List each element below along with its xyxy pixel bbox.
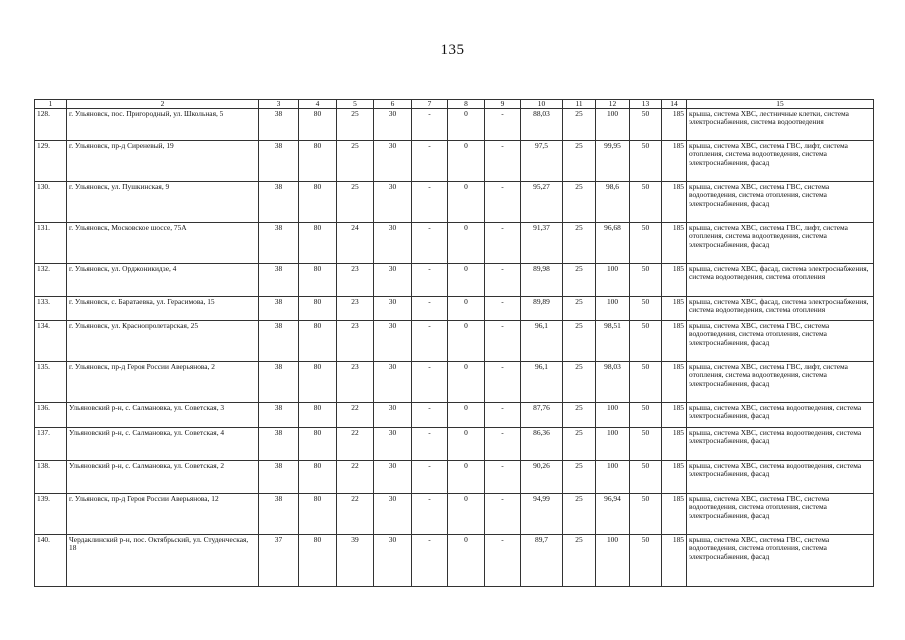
value-cell: 22 xyxy=(337,428,374,461)
value-cell: 38 xyxy=(259,362,299,403)
value-cell: 30 xyxy=(374,403,412,428)
value-cell: 30 xyxy=(374,141,412,182)
value-cell: 80 xyxy=(299,461,337,494)
value-cell: 50 xyxy=(630,428,662,461)
value-cell: 30 xyxy=(374,297,412,321)
value-cell: 100 xyxy=(596,109,630,141)
column-number: 15 xyxy=(687,100,874,109)
value-cell: 96,94 xyxy=(596,494,630,535)
value-cell: - xyxy=(412,109,448,141)
row-number: 130. xyxy=(35,182,67,223)
value-cell: 95,27 xyxy=(521,182,563,223)
value-cell: 25 xyxy=(563,297,596,321)
value-cell: - xyxy=(412,535,448,587)
value-cell: 185 xyxy=(662,182,687,223)
value-cell: 98,6 xyxy=(596,182,630,223)
value-cell: 50 xyxy=(630,494,662,535)
value-cell: - xyxy=(485,535,521,587)
address-cell: г. Ульяновск, пр-д Героя России Аверьянова, 12 xyxy=(67,494,259,535)
value-cell: 38 xyxy=(259,182,299,223)
works-cell: крыша, система ХВС, фасад, система электроснабжения, система водоотведения, система отопления xyxy=(687,297,874,321)
row-number: 138. xyxy=(35,461,67,494)
value-cell: 89,89 xyxy=(521,297,563,321)
value-cell: - xyxy=(412,362,448,403)
value-cell: 25 xyxy=(563,535,596,587)
table-row xyxy=(35,182,874,223)
value-cell: 30 xyxy=(374,461,412,494)
value-cell: 0 xyxy=(448,141,485,182)
value-cell: 50 xyxy=(630,109,662,141)
value-cell: 25 xyxy=(563,223,596,264)
value-cell: 100 xyxy=(596,264,630,297)
value-cell: 50 xyxy=(630,264,662,297)
value-cell: 80 xyxy=(299,535,337,587)
value-cell: 98,03 xyxy=(596,362,630,403)
value-cell: 50 xyxy=(630,362,662,403)
value-cell: 22 xyxy=(337,403,374,428)
value-cell: 30 xyxy=(374,223,412,264)
value-cell: 98,51 xyxy=(596,321,630,362)
value-cell: 50 xyxy=(630,461,662,494)
value-cell: 100 xyxy=(596,461,630,494)
value-cell: 30 xyxy=(374,109,412,141)
value-cell: 88,03 xyxy=(521,109,563,141)
value-cell: 30 xyxy=(374,494,412,535)
row-number: 137. xyxy=(35,428,67,461)
value-cell: - xyxy=(485,362,521,403)
value-cell: 38 xyxy=(259,141,299,182)
table-row xyxy=(35,141,874,182)
value-cell: 30 xyxy=(374,535,412,587)
value-cell: 100 xyxy=(596,403,630,428)
value-cell: 50 xyxy=(630,535,662,587)
works-cell: крыша, система ХВС, фасад, система электроснабжения, система водоотведения, система отопления xyxy=(687,264,874,297)
value-cell: - xyxy=(485,141,521,182)
value-cell: 25 xyxy=(563,182,596,223)
value-cell: 80 xyxy=(299,297,337,321)
table-row xyxy=(35,403,874,428)
value-cell: 0 xyxy=(448,182,485,223)
value-cell: 22 xyxy=(337,461,374,494)
row-number: 128. xyxy=(35,109,67,141)
table-row xyxy=(35,223,874,264)
value-cell: 38 xyxy=(259,223,299,264)
value-cell: 25 xyxy=(337,141,374,182)
value-cell: - xyxy=(485,297,521,321)
value-cell: 38 xyxy=(259,297,299,321)
value-cell: 37 xyxy=(259,535,299,587)
value-cell: 185 xyxy=(662,109,687,141)
value-cell: 22 xyxy=(337,494,374,535)
value-cell: 25 xyxy=(563,428,596,461)
table-row xyxy=(35,297,874,321)
value-cell: - xyxy=(485,494,521,535)
table-row xyxy=(35,109,874,141)
address-cell: г. Ульяновск, ул. Пушкинская, 9 xyxy=(67,182,259,223)
value-cell: 90,26 xyxy=(521,461,563,494)
value-cell: 87,76 xyxy=(521,403,563,428)
value-cell: - xyxy=(412,494,448,535)
works-cell: крыша, система ХВС, система водоотведения, система электроснабжения, фасад xyxy=(687,428,874,461)
value-cell: 25 xyxy=(563,321,596,362)
value-cell: 100 xyxy=(596,428,630,461)
value-cell: 50 xyxy=(630,141,662,182)
value-cell: 23 xyxy=(337,297,374,321)
value-cell: 89,98 xyxy=(521,264,563,297)
value-cell: 25 xyxy=(563,264,596,297)
value-cell: 0 xyxy=(448,297,485,321)
value-cell: - xyxy=(485,264,521,297)
column-number: 9 xyxy=(485,100,521,109)
value-cell: 38 xyxy=(259,428,299,461)
value-cell: 80 xyxy=(299,141,337,182)
value-cell: 91,37 xyxy=(521,223,563,264)
value-cell: 0 xyxy=(448,428,485,461)
value-cell: 38 xyxy=(259,461,299,494)
value-cell: 38 xyxy=(259,321,299,362)
value-cell: 0 xyxy=(448,321,485,362)
table-row xyxy=(35,321,874,362)
value-cell: 39 xyxy=(337,535,374,587)
value-cell: - xyxy=(485,223,521,264)
table-row xyxy=(35,264,874,297)
value-cell: 97,5 xyxy=(521,141,563,182)
value-cell: 25 xyxy=(563,362,596,403)
column-number: 3 xyxy=(259,100,299,109)
row-number: 135. xyxy=(35,362,67,403)
address-cell: г. Ульяновск, ул. Орджоникидзе, 4 xyxy=(67,264,259,297)
value-cell: 185 xyxy=(662,141,687,182)
value-cell: 50 xyxy=(630,182,662,223)
value-cell: - xyxy=(485,428,521,461)
page-number: 135 xyxy=(440,42,465,58)
value-cell: 86,36 xyxy=(521,428,563,461)
value-cell: - xyxy=(412,182,448,223)
table-row xyxy=(35,461,874,494)
value-cell: 24 xyxy=(337,223,374,264)
row-number: 134. xyxy=(35,321,67,362)
value-cell: 25 xyxy=(563,141,596,182)
table-row xyxy=(35,535,874,587)
value-cell: 23 xyxy=(337,362,374,403)
table-body xyxy=(35,100,874,587)
value-cell: 100 xyxy=(596,297,630,321)
value-cell: 96,1 xyxy=(521,362,563,403)
table-row xyxy=(35,428,874,461)
value-cell: 80 xyxy=(299,321,337,362)
value-cell: 0 xyxy=(448,264,485,297)
value-cell: 30 xyxy=(374,264,412,297)
column-number: 5 xyxy=(337,100,374,109)
value-cell: - xyxy=(485,403,521,428)
column-number: 7 xyxy=(412,100,448,109)
value-cell: 80 xyxy=(299,428,337,461)
address-cell: Ульяновский р-н, с. Салмановка, ул. Советская, 2 xyxy=(67,461,259,494)
value-cell: 89,7 xyxy=(521,535,563,587)
value-cell: 100 xyxy=(596,535,630,587)
value-cell: 0 xyxy=(448,223,485,264)
value-cell: 80 xyxy=(299,494,337,535)
value-cell: - xyxy=(485,109,521,141)
value-cell: 30 xyxy=(374,428,412,461)
value-cell: 80 xyxy=(299,182,337,223)
works-cell: крыша, система ХВС, система ГВС, лифт, система отопления, система водоотведения, система электроснабжения, фасад xyxy=(687,223,874,264)
table-row xyxy=(35,362,874,403)
housing-repair-table xyxy=(34,99,874,587)
value-cell: - xyxy=(412,461,448,494)
row-number: 132. xyxy=(35,264,67,297)
value-cell: 0 xyxy=(448,109,485,141)
column-number: 2 xyxy=(67,100,259,109)
value-cell: 25 xyxy=(563,494,596,535)
column-number: 10 xyxy=(521,100,563,109)
value-cell: - xyxy=(412,403,448,428)
column-number: 14 xyxy=(662,100,687,109)
value-cell: - xyxy=(412,321,448,362)
column-number: 4 xyxy=(299,100,337,109)
address-cell: Ульяновский р-н, с. Салмановка, ул. Советская, 4 xyxy=(67,428,259,461)
value-cell: 80 xyxy=(299,109,337,141)
value-cell: 185 xyxy=(662,403,687,428)
address-cell: г. Ульяновск, ул. Краснопролетарская, 25 xyxy=(67,321,259,362)
value-cell: 38 xyxy=(259,494,299,535)
column-number: 6 xyxy=(374,100,412,109)
value-cell: 25 xyxy=(337,182,374,223)
works-cell: крыша, система ХВС, система водоотведения, система электроснабжения, фасад xyxy=(687,461,874,494)
value-cell: 23 xyxy=(337,264,374,297)
value-cell: 185 xyxy=(662,428,687,461)
works-cell: крыша, система ХВС, система ГВС, система водоотведения, система отопления, система электроснабжения, фасад xyxy=(687,182,874,223)
value-cell: - xyxy=(412,428,448,461)
works-cell: крыша, система ХВС, лестничные клетки, система электроснабжения, система водоотведения xyxy=(687,109,874,141)
value-cell: 80 xyxy=(299,223,337,264)
column-number: 12 xyxy=(596,100,630,109)
address-cell: Ульяновский р-н, с. Салмановка, ул. Советская, 3 xyxy=(67,403,259,428)
value-cell: 50 xyxy=(630,223,662,264)
value-cell: 185 xyxy=(662,321,687,362)
value-cell: - xyxy=(412,264,448,297)
column-number: 13 xyxy=(630,100,662,109)
value-cell: 23 xyxy=(337,321,374,362)
value-cell: 80 xyxy=(299,403,337,428)
works-cell: крыша, система ХВС, система ГВС, система водоотведения, система отопления, система электроснабжения, фасад xyxy=(687,494,874,535)
works-cell: крыша, система ХВС, система ГВС, лифт, система отопления, система водоотведения, система электроснабжения, фасад xyxy=(687,362,874,403)
row-number: 136. xyxy=(35,403,67,428)
address-cell: Чердаклинский р-н, пос. Октябрьский, ул. Студенческая, 18 xyxy=(67,535,259,587)
value-cell: 30 xyxy=(374,182,412,223)
column-number: 11 xyxy=(563,100,596,109)
value-cell: 50 xyxy=(630,297,662,321)
value-cell: 0 xyxy=(448,403,485,428)
value-cell: 30 xyxy=(374,321,412,362)
row-number: 139. xyxy=(35,494,67,535)
column-number-row xyxy=(35,100,874,109)
value-cell: 96,1 xyxy=(521,321,563,362)
works-cell: крыша, система ХВС, система ГВС, система водоотведения, система отопления, система электроснабжения, фасад xyxy=(687,535,874,587)
value-cell: 94,99 xyxy=(521,494,563,535)
value-cell: 30 xyxy=(374,362,412,403)
value-cell: 0 xyxy=(448,461,485,494)
value-cell: 38 xyxy=(259,109,299,141)
value-cell: 0 xyxy=(448,494,485,535)
value-cell: - xyxy=(412,297,448,321)
value-cell: 185 xyxy=(662,362,687,403)
column-number: 8 xyxy=(448,100,485,109)
value-cell: 185 xyxy=(662,264,687,297)
value-cell: 80 xyxy=(299,264,337,297)
works-cell: крыша, система ХВС, система ГВС, система водоотведения, система отопления, система электроснабжения, фасад xyxy=(687,321,874,362)
value-cell: 25 xyxy=(563,403,596,428)
value-cell: 0 xyxy=(448,362,485,403)
address-cell: г. Ульяновск, пр-д Сиреневый, 19 xyxy=(67,141,259,182)
value-cell: - xyxy=(485,321,521,362)
value-cell: 185 xyxy=(662,494,687,535)
value-cell: 99,95 xyxy=(596,141,630,182)
address-cell: г. Ульяновск, пос. Пригородный, ул. Школьная, 5 xyxy=(67,109,259,141)
value-cell: 25 xyxy=(563,109,596,141)
value-cell: 96,68 xyxy=(596,223,630,264)
value-cell: 38 xyxy=(259,403,299,428)
works-cell: крыша, система ХВС, система ГВС, лифт, система отопления, система водоотведения, система электроснабжения, фасад xyxy=(687,141,874,182)
value-cell: - xyxy=(412,141,448,182)
value-cell: - xyxy=(485,461,521,494)
value-cell: 185 xyxy=(662,535,687,587)
value-cell: 38 xyxy=(259,264,299,297)
row-number: 131. xyxy=(35,223,67,264)
value-cell: 185 xyxy=(662,297,687,321)
address-cell: г. Ульяновск, с. Баратаевка, ул. Герасимова, 15 xyxy=(67,297,259,321)
address-cell: г. Ульяновск, Московское шоссе, 75А xyxy=(67,223,259,264)
value-cell: 80 xyxy=(299,362,337,403)
works-cell: крыша, система ХВС, система водоотведения, система электроснабжения, фасад xyxy=(687,403,874,428)
table-row xyxy=(35,494,874,535)
column-number: 1 xyxy=(35,100,67,109)
row-number: 140. xyxy=(35,535,67,587)
value-cell: - xyxy=(485,182,521,223)
address-cell: г. Ульяновск, пр-д Героя России Аверьянова, 2 xyxy=(67,362,259,403)
value-cell: 185 xyxy=(662,461,687,494)
value-cell: 50 xyxy=(630,403,662,428)
row-number: 129. xyxy=(35,141,67,182)
value-cell: 25 xyxy=(337,109,374,141)
value-cell: - xyxy=(412,223,448,264)
value-cell: 25 xyxy=(563,461,596,494)
value-cell: 0 xyxy=(448,535,485,587)
row-number: 133. xyxy=(35,297,67,321)
value-cell: 50 xyxy=(630,321,662,362)
value-cell: 185 xyxy=(662,223,687,264)
